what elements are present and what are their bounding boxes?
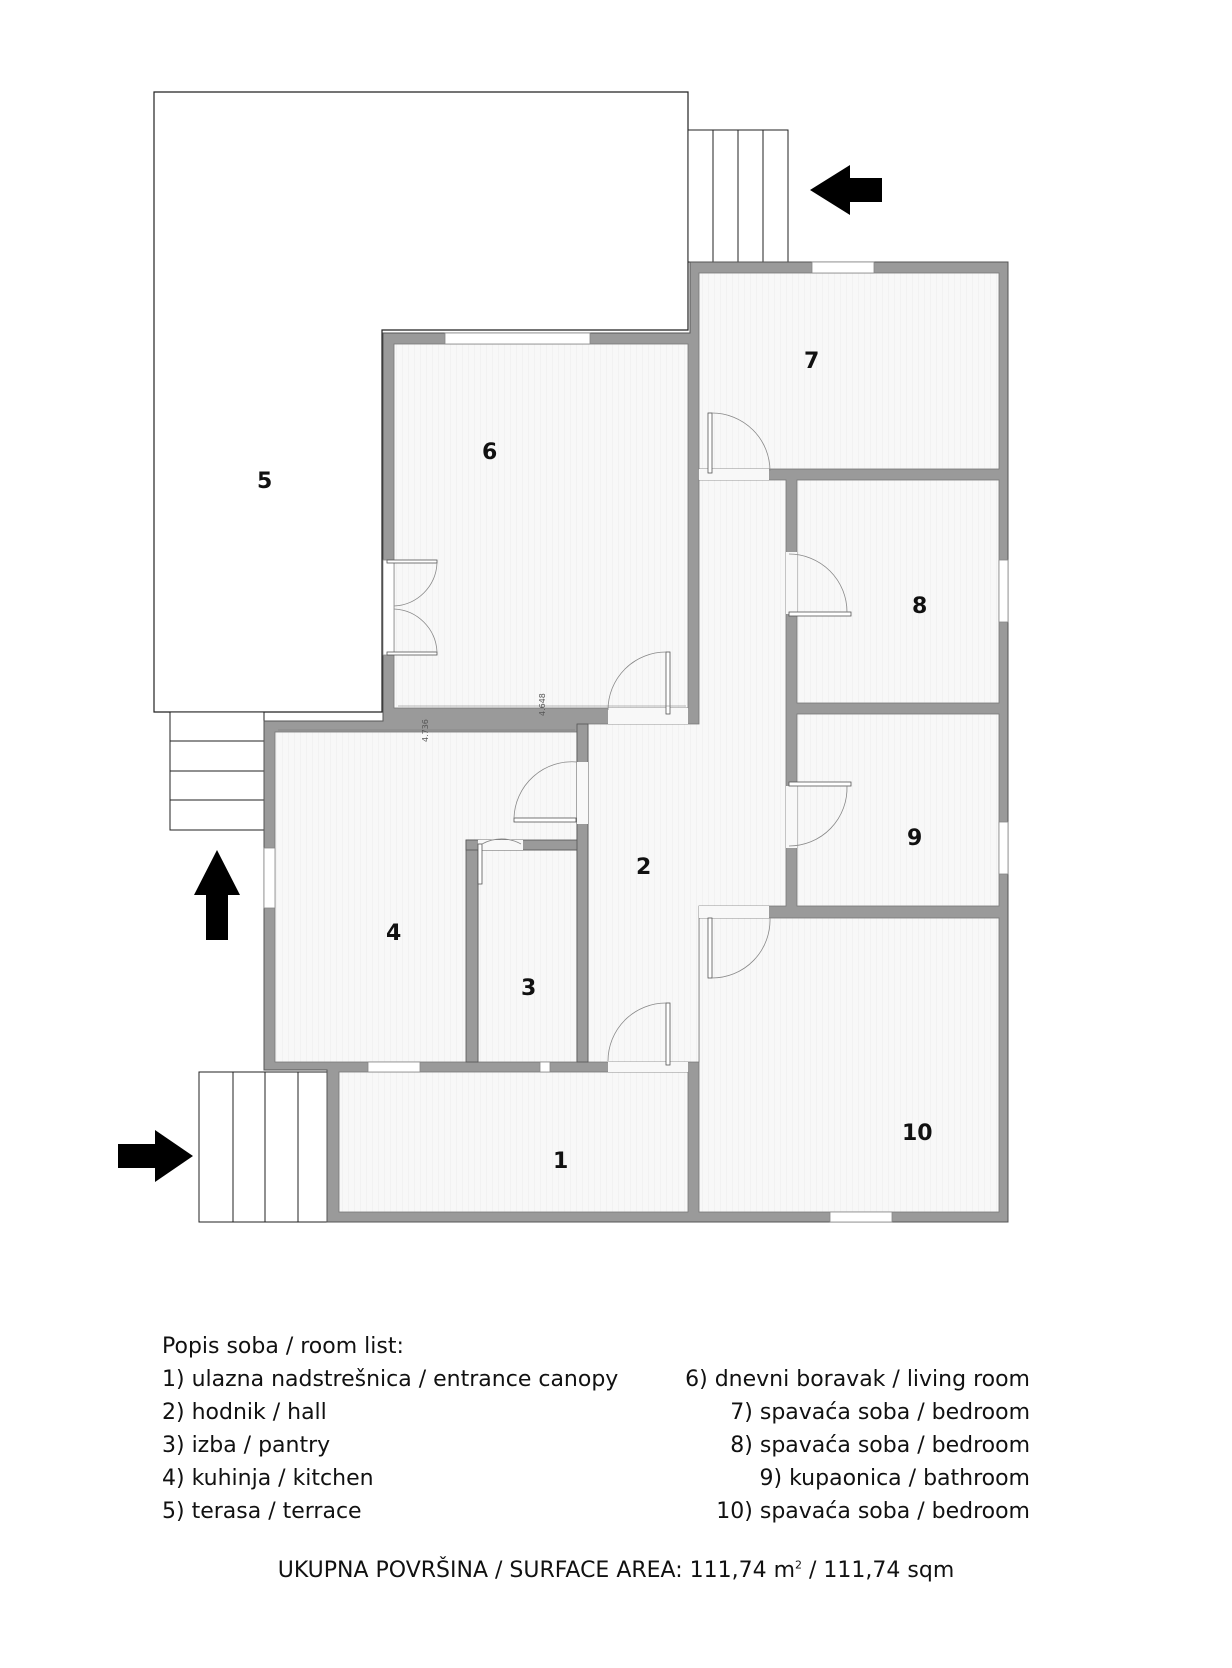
legend-item: 1) ulazna nadstrešnica / entrance canopy (162, 1367, 619, 1392)
arrow-up-icon (194, 850, 240, 940)
surface-area-suffix: / 111,74 sqm (802, 1558, 955, 1583)
room-9-floor (797, 714, 999, 906)
room-10-label: 10 (902, 1121, 933, 1146)
left-stairs (170, 712, 264, 830)
room-10-floor (699, 918, 999, 1212)
dimension-label: 4.736 (421, 719, 430, 742)
bottom-stairs (199, 1072, 327, 1222)
arrow-left-icon (810, 165, 882, 215)
top-stairs (688, 130, 788, 262)
room-5-label: 5 (257, 469, 273, 494)
legend-item: 7) spavaća soba / bedroom (730, 1400, 1030, 1425)
dimension-label: 4.648 (538, 693, 547, 716)
room-8-floor (797, 480, 999, 703)
legend-item: 4) kuhinja / kitchen (162, 1466, 374, 1491)
legend-item: 2) hodnik / hall (162, 1400, 327, 1425)
legend-left-column (162, 1363, 618, 1528)
room-2-label: 2 (636, 855, 652, 880)
arrow-right-icon (118, 1130, 193, 1182)
legend-right-column (660, 1363, 1030, 1528)
legend-item: 3) izba / pantry (162, 1433, 331, 1458)
legend-item: 6) dnevni boravak / living room (685, 1367, 1030, 1392)
room-8-label: 8 (912, 594, 928, 619)
room-3-label: 3 (521, 976, 537, 1001)
room-1-floor (339, 1072, 688, 1212)
legend-item: 9) kupaonica / bathroom (759, 1466, 1030, 1491)
room-7-label: 7 (804, 349, 820, 374)
legend-title: Popis soba / room list: (162, 1334, 404, 1359)
room-6-floor (394, 344, 688, 708)
room-9-label: 9 (907, 826, 923, 851)
legend-item: 10) spavaća soba / bedroom (716, 1499, 1030, 1524)
room-4-label: 4 (386, 921, 402, 946)
legend-item: 8) spavaća soba / bedroom (730, 1433, 1030, 1458)
surface-area-unit-exponent: 2 (795, 1558, 803, 1572)
legend-item: 5) terasa / terrace (162, 1499, 362, 1524)
room-1-label: 1 (553, 1149, 569, 1174)
room-6-label: 6 (482, 440, 498, 465)
surface-area (0, 1558, 1232, 1583)
room-3-floor (478, 850, 577, 1062)
room-7-floor (699, 273, 999, 469)
surface-area-label: UKUPNA POVRŠINA / SURFACE AREA: 111,74 m (277, 1558, 796, 1583)
